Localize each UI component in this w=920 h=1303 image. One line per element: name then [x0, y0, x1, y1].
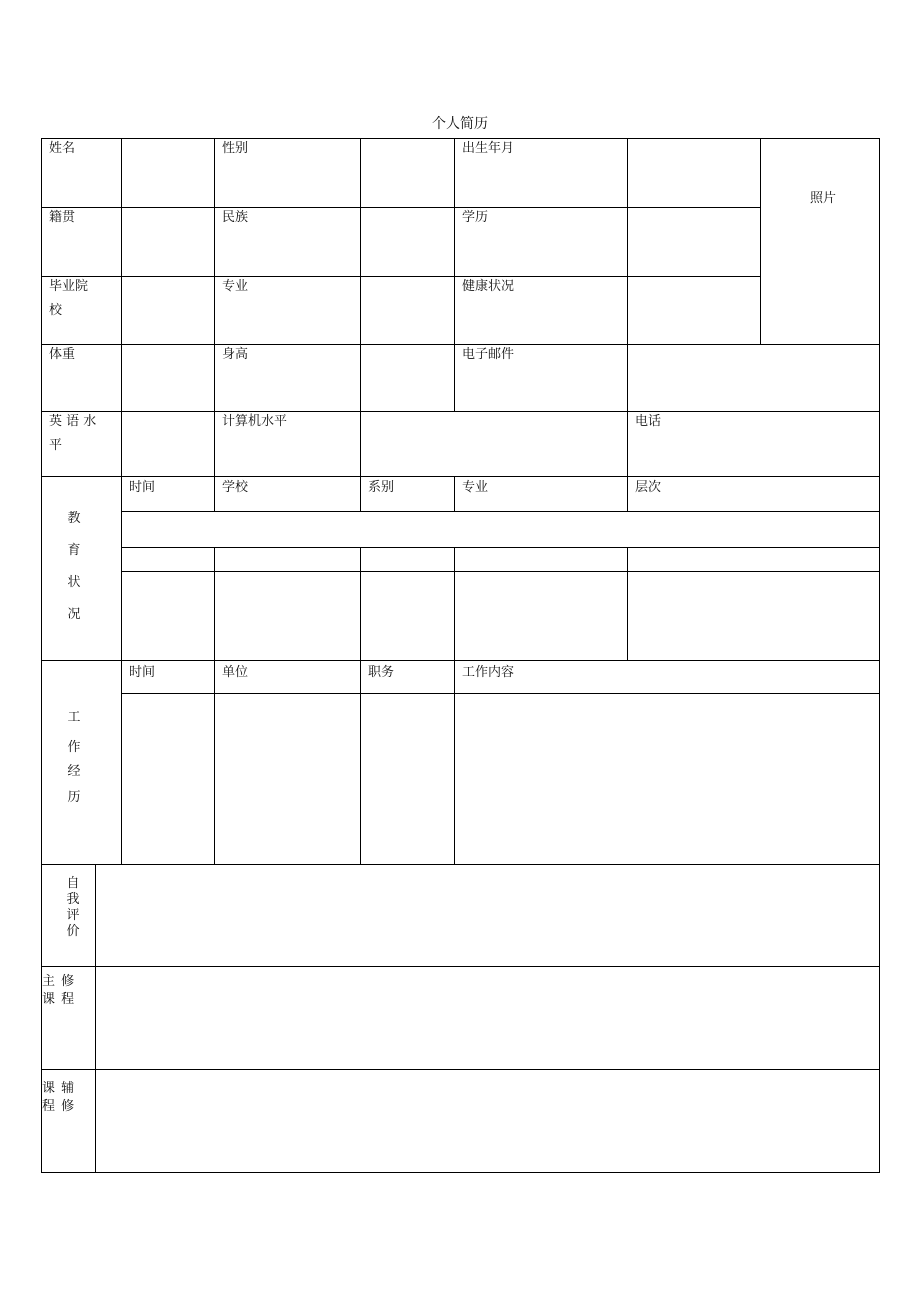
aux-courses-line1: 课 辅: [42, 1081, 76, 1096]
row-line: [41, 864, 880, 865]
edu-header-time: 时间: [129, 480, 156, 495]
label-name: 姓名: [49, 141, 76, 156]
main-courses-line1: 主 修: [42, 974, 76, 989]
edu-header-school: 学校: [222, 480, 249, 495]
col-line: [627, 476, 628, 511]
section-char: 经: [67, 764, 81, 779]
label-education-level: 学历: [462, 210, 489, 225]
row-line: [41, 966, 880, 967]
section-char: 历: [67, 790, 81, 805]
section-char: 评: [66, 908, 80, 923]
work-header-position: 职务: [368, 665, 395, 680]
col-line: [360, 660, 361, 864]
row-line: [121, 571, 880, 572]
label-phone: 电话: [635, 414, 662, 429]
label-english-line1: 英 语 水: [49, 414, 97, 429]
col-line: [214, 476, 215, 511]
label-weight: 体重: [49, 347, 76, 362]
col-line: [121, 660, 122, 864]
main-courses-line2: 课 程: [42, 992, 76, 1007]
self-eval-label: [63, 876, 83, 940]
col-line: [360, 138, 361, 476]
section-char: 自: [66, 876, 80, 891]
col-line: [214, 660, 215, 864]
col-line: [121, 476, 122, 660]
work-header-employer: 单位: [222, 665, 249, 680]
row-line: [121, 547, 880, 548]
label-photo: 照片: [810, 191, 837, 206]
label-school-line2: 校: [49, 303, 63, 318]
col-line: [214, 138, 215, 476]
row-line: [121, 693, 880, 694]
section-char: 况: [67, 607, 81, 622]
work-header-time: 时间: [129, 665, 156, 680]
section-char: 价: [66, 924, 80, 939]
label-health: 健康状况: [462, 279, 515, 294]
table-border-bottom: [41, 1172, 880, 1173]
row-line: [41, 207, 760, 208]
col-line: [454, 138, 455, 411]
label-english-line2: 平: [49, 438, 63, 453]
aux-courses-line2: 程 修: [42, 1099, 76, 1114]
label-birth: 出生年月: [462, 141, 515, 156]
table-border-right: [879, 138, 880, 1173]
section-char: 状: [67, 575, 81, 590]
row-line: [41, 411, 880, 412]
row-line: [121, 511, 880, 512]
section-char: 工: [67, 710, 81, 725]
col-line: [95, 864, 96, 1172]
row-line: [41, 276, 760, 277]
col-line: [214, 547, 215, 660]
section-char: 我: [66, 892, 80, 907]
label-height: 身高: [222, 347, 249, 362]
section-char: 育: [67, 543, 81, 558]
row-line: [41, 344, 880, 345]
label-major: 专业: [222, 279, 249, 294]
col-line: [627, 138, 628, 476]
work-header-content: 工作内容: [462, 665, 515, 680]
label-computer: 计算机水平: [222, 414, 288, 429]
col-line: [760, 138, 761, 344]
edu-header-department: 系别: [368, 480, 395, 495]
col-line: [454, 660, 455, 864]
label-gender: 性别: [222, 141, 249, 156]
row-line: [41, 476, 880, 477]
section-char: 作: [67, 740, 81, 755]
label-native-place: 籍贯: [49, 210, 76, 225]
row-line: [41, 1069, 880, 1070]
label-school-line1: 毕业院: [49, 279, 89, 294]
col-line: [360, 547, 361, 660]
work-section-label: [64, 702, 84, 814]
col-line: [454, 476, 455, 511]
education-section-label: [64, 503, 84, 631]
page-title: 个人简历: [432, 116, 488, 132]
label-ethnicity: 民族: [222, 210, 249, 225]
col-line: [121, 138, 122, 476]
edu-header-level: 层次: [635, 480, 662, 495]
col-line: [360, 476, 361, 511]
col-line: [627, 547, 628, 660]
label-email: 电子邮件: [462, 347, 515, 362]
table-border-top: [41, 138, 880, 139]
col-line: [454, 547, 455, 660]
section-char: 教: [67, 511, 81, 526]
edu-header-major: 专业: [462, 480, 489, 495]
table-border-left: [41, 138, 42, 1173]
row-line: [41, 660, 880, 661]
